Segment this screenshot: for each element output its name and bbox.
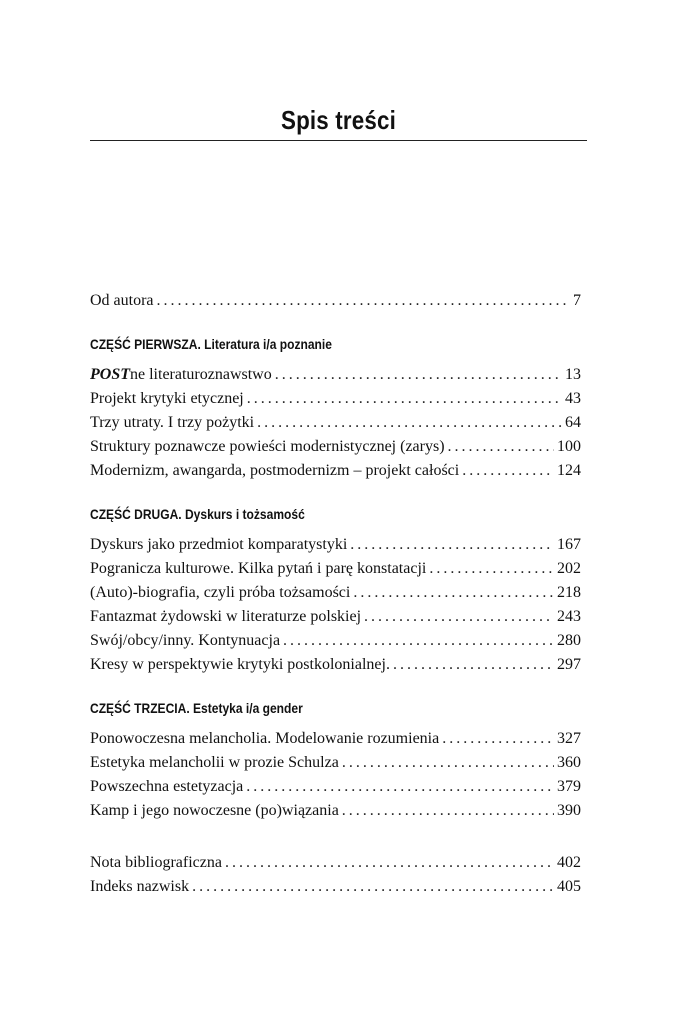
toc-entry-label-rest: ne literaturoznawstwo bbox=[130, 366, 272, 383]
toc-entry-page: 297 bbox=[557, 656, 581, 673]
toc-entry-label: Fantazmat żydowski w literaturze polskiej bbox=[90, 608, 362, 625]
title-divider bbox=[90, 140, 587, 141]
toc-entry-label: Projekt krytyki etycznej bbox=[90, 390, 244, 407]
part-heading-3: CZĘŚĆ TRZECIA. Estetyka i/a gender bbox=[90, 700, 303, 716]
toc-entry-page: 7 bbox=[573, 292, 581, 309]
toc-entry-label: (Auto)-biografia, czyli próba tożsamości bbox=[90, 584, 351, 601]
toc-entry[interactable] bbox=[90, 387, 581, 411]
dot-leader bbox=[353, 581, 554, 605]
toc-entry[interactable] bbox=[90, 629, 581, 653]
toc-entry-label: Dyskurs jako przedmiot komparatystyki bbox=[90, 536, 348, 553]
toc-entry-page: 167 bbox=[557, 536, 581, 553]
toc-entry[interactable] bbox=[90, 459, 581, 483]
toc-entry-page: 124 bbox=[557, 462, 581, 479]
toc-entry-page: 218 bbox=[557, 584, 581, 601]
toc-entry-label: Kresy w perspektywie krytyki postkolonialnej. bbox=[90, 656, 390, 673]
part-heading-2: CZĘŚĆ DRUGA. Dyskurs i tożsamość bbox=[90, 506, 305, 522]
toc-entry-label: Indeks nazwisk bbox=[90, 878, 190, 895]
dot-leader bbox=[275, 363, 562, 387]
toc-entry[interactable] bbox=[90, 799, 581, 823]
dot-leader bbox=[342, 799, 554, 823]
toc-entry-label: Od autora bbox=[90, 292, 154, 309]
toc-entry[interactable] bbox=[90, 751, 581, 775]
toc-entry[interactable] bbox=[90, 411, 581, 435]
toc-entry[interactable] bbox=[90, 363, 581, 387]
toc-entry-label: Ponowoczesna melancholia. Modelowanie rozumienia bbox=[90, 730, 440, 747]
dot-leader bbox=[247, 387, 562, 411]
toc-entry-label-emphasis: POST bbox=[90, 366, 130, 383]
dot-leader bbox=[462, 459, 554, 483]
toc-entry-page: 13 bbox=[565, 366, 581, 383]
page-title: Spis treści bbox=[281, 105, 396, 135]
dot-leader bbox=[192, 875, 554, 899]
toc-entry-page: 405 bbox=[557, 878, 581, 895]
dot-leader bbox=[342, 751, 554, 775]
toc-entry-page: 202 bbox=[557, 560, 581, 577]
toc-entry[interactable] bbox=[90, 581, 581, 605]
toc-entry[interactable] bbox=[90, 727, 581, 751]
dot-leader bbox=[393, 653, 554, 677]
toc-entry-page: 243 bbox=[557, 608, 581, 625]
toc-entry-nota-bibliograficzna[interactable] bbox=[90, 851, 581, 875]
table-of-contents bbox=[90, 289, 581, 899]
toc-entry-label: Swój/obcy/inny. Kontynuacja bbox=[90, 632, 281, 649]
toc-entry-page: 390 bbox=[557, 802, 581, 819]
toc-entry-page: 100 bbox=[557, 438, 581, 455]
toc-entry-label bbox=[90, 363, 275, 387]
toc-entry[interactable] bbox=[90, 775, 581, 799]
toc-entry-page: 402 bbox=[557, 854, 581, 871]
dot-leader bbox=[283, 629, 554, 653]
toc-entry-indeks-nazwisk[interactable] bbox=[90, 875, 581, 899]
dot-leader bbox=[157, 289, 570, 313]
toc-entry-od-autora[interactable] bbox=[90, 289, 581, 313]
toc-entry[interactable] bbox=[90, 533, 581, 557]
dot-leader bbox=[448, 435, 554, 459]
toc-entry-label: Trzy utraty. I trzy pożytki bbox=[90, 414, 255, 431]
dot-leader bbox=[257, 411, 562, 435]
dot-leader bbox=[246, 775, 554, 799]
toc-entry[interactable] bbox=[90, 557, 581, 581]
toc-entry-label: Modernizm, awangarda, postmodernizm – projekt całości bbox=[90, 462, 460, 479]
toc-entry-label: Powszechna estetyzacja bbox=[90, 778, 244, 795]
toc-entry-page: 379 bbox=[557, 778, 581, 795]
toc-entry-label: Struktury poznawcze powieści modernistycznej (zarys) bbox=[90, 438, 445, 455]
toc-entry-label: Pogranicza kulturowe. Kilka pytań i parę konstatacji bbox=[90, 560, 427, 577]
toc-entry-page: 360 bbox=[557, 754, 581, 771]
toc-entry[interactable] bbox=[90, 605, 581, 629]
dot-leader bbox=[364, 605, 554, 629]
toc-entry[interactable] bbox=[90, 435, 581, 459]
toc-entry-label: Nota bibliograficzna bbox=[90, 854, 222, 871]
toc-entry-label: Kamp i jego nowoczesne (po)wiązania bbox=[90, 802, 339, 819]
toc-entry-page: 280 bbox=[557, 632, 581, 649]
toc-entry[interactable] bbox=[90, 653, 581, 677]
toc-entry-page: 64 bbox=[565, 414, 581, 431]
toc-entry-page: 327 bbox=[557, 730, 581, 747]
toc-entry-page: 43 bbox=[565, 390, 581, 407]
dot-leader bbox=[350, 533, 554, 557]
dot-leader bbox=[429, 557, 554, 581]
dot-leader bbox=[442, 727, 554, 751]
dot-leader bbox=[225, 851, 554, 875]
toc-entry-label: Estetyka melancholii w prozie Schulza bbox=[90, 754, 339, 771]
part-heading-1: CZĘŚĆ PIERWSZA. Literatura i/a poznanie bbox=[90, 336, 332, 352]
